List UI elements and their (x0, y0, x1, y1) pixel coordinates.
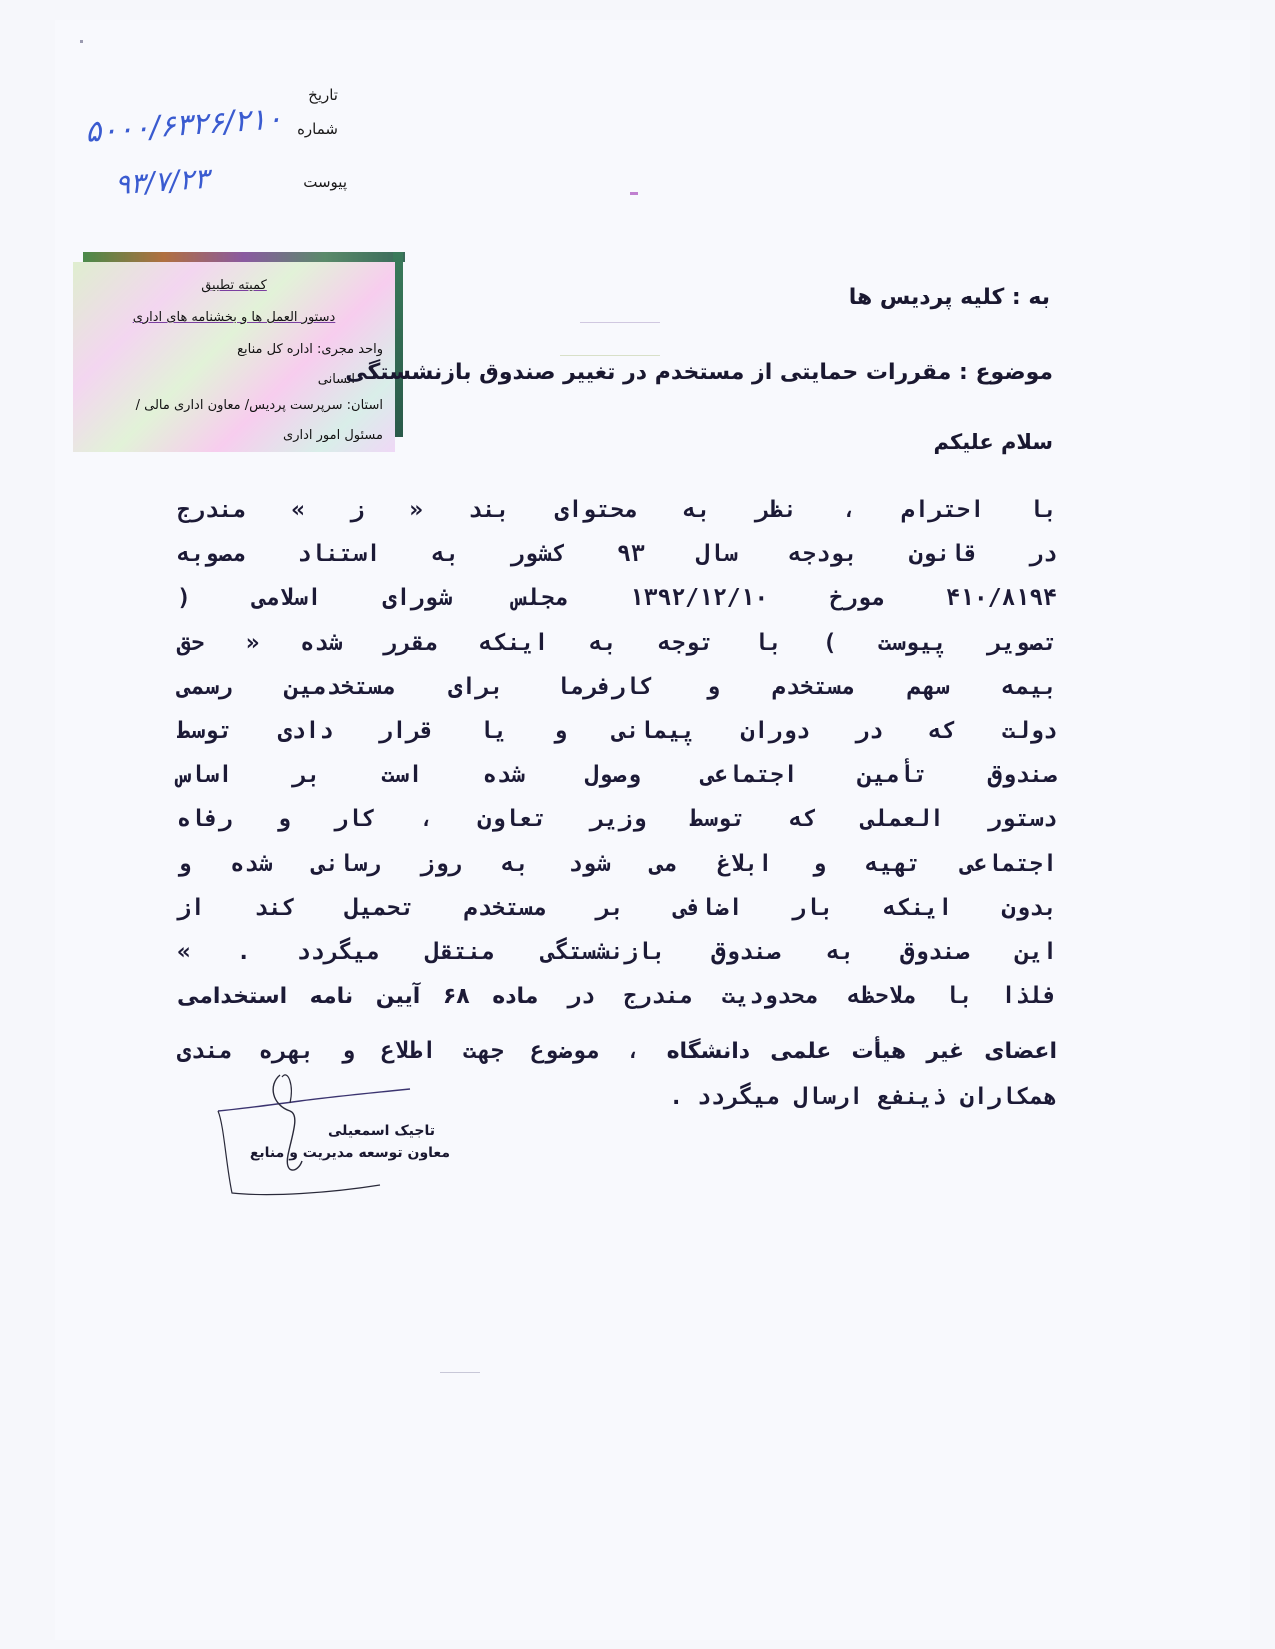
handwritten-number: ۵۰۰۰/۶۳۲۶/۲۱۰ (84, 101, 284, 150)
stamp-border-top (83, 252, 405, 262)
body-line-13-bold: اعضای غیر هیأت علمی دانشگاه (666, 1039, 1057, 1065)
stamp-title: کمیته تطبیق (201, 278, 267, 293)
body-line-13-normal: ، موضوع جهت اطلاع و بهره مندی (177, 1038, 641, 1065)
handwritten-date: ۹۳/۷/۲۳ (113, 161, 211, 202)
body-line: در قانون بودجه سال ۹۳ کشور به استناد مصوبه (177, 541, 1057, 568)
body-line: صندوق تأمین اجتماعی وصول شده است بر اساس (177, 762, 1057, 789)
stamp-body (73, 262, 395, 452)
scan-speck (440, 1372, 480, 1373)
body-line: تصویر پیوست ) با توجه به اینکه مقرر شده « حق (177, 629, 1057, 656)
body-line-12-normal: فلذا با ملاحظه محدودیت مندرج در (567, 983, 1057, 1010)
body-line: بدون اینکه بار اضافی بر مستخدم تحمیل کند از (177, 894, 1057, 921)
greeting: سلام علیکم (933, 430, 1053, 454)
subject-line: موضوع : مقررات حمایتی از مستخدم در تغییر صندوق بازنشستگی (345, 360, 1053, 385)
compliance-stamp (73, 252, 403, 452)
stamp-province-line1: استان: سرپرست پردیس/ معاون اداری مالی / (135, 398, 383, 413)
body-line-12 (177, 974, 1057, 1019)
body-line-14: همکاران ذینفع ارسال میگردد . (669, 1083, 1057, 1110)
recipient-line: به : کلیه پردیس ها (848, 285, 1050, 310)
body-line: دستور العملی که توسط وزیر تعاون ، کار و رفاه (177, 806, 1057, 833)
body-line: دولت که در دوران پیمانی و یا قرار دادی توسط (177, 718, 1057, 745)
body-line-12-bold: ماده ۶۸ آیین نامه استخدامی (177, 984, 539, 1010)
body-line: با احترام ، نظر به محتوای بند « ز » مندرج (177, 497, 1057, 523)
scan-speck (580, 322, 660, 323)
scan-speck (630, 192, 638, 195)
stamp-executor-label: واحد مجری: (317, 342, 383, 357)
signature-block (210, 1065, 470, 1205)
body-line: این صندوق به صندوق بازنشستگی منتقل میگردد . » (177, 939, 1057, 966)
stamp-subtitle: دستور العمل ها و بخشنامه های اداری (132, 310, 336, 325)
signatory-title: معاون توسعه مدیریت و منابع (249, 1145, 450, 1161)
signatory-name: تاجیک اسمعیلی (328, 1123, 435, 1139)
body-line: اجتماعی تهیه و ابلاغ می شود به روز رسانی شده و (177, 850, 1057, 877)
body-line: بیمه سهم مستخدم و کارفرما برای مستخدمین رسمی (177, 673, 1057, 700)
scan-speck (80, 40, 83, 43)
body-line: ۴۱۰/۸۱۹۴ مورخ ۱۳۹۲/۱۲/۱۰ مجلس شورای اسلامی ( (177, 585, 1057, 612)
stamp-province-line2: مسئول امور اداری (283, 428, 383, 442)
letter-body (177, 488, 1057, 1119)
number-label: شماره (297, 120, 338, 138)
stamp-executor-value: اداره کل منابع (237, 342, 313, 357)
date-label: تاریخ (308, 86, 338, 104)
attachment-label: پیوست (303, 173, 347, 191)
scan-speck (560, 355, 660, 356)
stamp-executor-value-2: انسانی (317, 372, 355, 387)
